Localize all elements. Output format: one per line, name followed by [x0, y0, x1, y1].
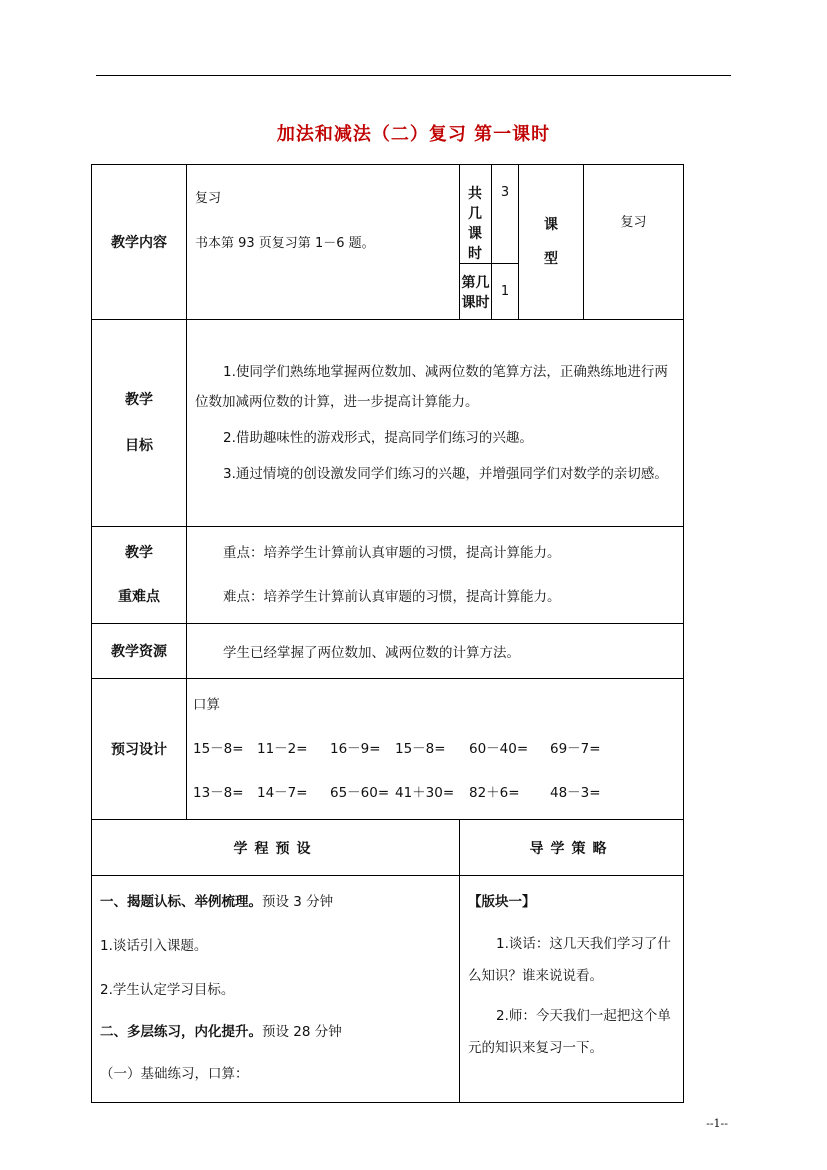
process-item: 1.谈话引入课题。 — [100, 938, 208, 954]
block-title: 【版块一】 — [468, 894, 536, 910]
calc-item: 11－2= — [257, 741, 308, 757]
lesson-plan-table — [91, 164, 684, 1103]
content-cell — [187, 165, 460, 320]
calc-item: 69－7= — [550, 741, 601, 757]
type-label — [519, 165, 584, 320]
total-lessons-label: 共几课时 — [460, 165, 492, 264]
strategy-cell — [460, 876, 684, 1103]
calc-item: 41＋30= — [395, 785, 455, 801]
preview-label: 预习设计 — [92, 679, 187, 820]
type-value: 复习 — [584, 165, 684, 320]
goal-item: 2.借助趣味性的游戏形式，提高同学们练习的兴趣。 — [223, 430, 533, 446]
resource-text: 学生已经掌握了两位数加、减两位数的计算方法。 — [187, 624, 684, 679]
section-1-time: 预设 3 分钟 — [262, 894, 334, 910]
key-points-cell — [187, 527, 684, 624]
page-number: --1-- — [706, 1117, 728, 1130]
key-label-1: 教学 — [125, 545, 153, 561]
strategy-header: 导学策略 — [460, 820, 684, 876]
current-lesson-label: 第几课时 — [460, 264, 492, 320]
content-line2: 书本第 93 页复习第 1－6 题。 — [195, 236, 375, 251]
calc-item: 48－3= — [550, 785, 601, 801]
goal-label-2: 目标 — [125, 438, 153, 454]
goals-cell — [187, 320, 684, 527]
strategy-item: 1.谈话：这几天我们学习了什么知识？谁来说说看。 — [468, 936, 671, 984]
content-label: 教学内容 — [92, 165, 187, 320]
key-points-label — [92, 527, 187, 624]
strategy-item: 2.师：今天我们一起把这个单元的知识来复习一下。 — [468, 1008, 671, 1056]
goal-label-1: 教学 — [125, 392, 153, 408]
process-item: （一）基础练习，口算： — [100, 1066, 249, 1082]
calc-item: 13－8= — [193, 785, 244, 801]
calc-item: 15－8= — [193, 741, 244, 757]
calc-item: 14－7= — [257, 785, 308, 801]
preview-cell — [187, 679, 684, 820]
total-lessons-value: 3 — [492, 165, 519, 264]
calc-item: 16－9= — [330, 741, 381, 757]
content-line1: 复习 — [195, 191, 222, 206]
section-1 — [100, 886, 451, 918]
current-lesson-value: 1 — [492, 264, 519, 320]
calc-row — [193, 727, 683, 771]
calc-item: 82＋6= — [469, 785, 520, 801]
calc-item: 60－40= — [469, 741, 529, 757]
calc-item: 65－60= — [330, 785, 390, 801]
process-item: 2.学生认定学习目标。 — [100, 982, 235, 998]
section-1-title: 一、揭题认标、举例梳理。 — [100, 894, 262, 910]
section-2-title: 二、多层练习，内化提升。 — [100, 1024, 262, 1040]
resource-label: 教学资源 — [92, 624, 187, 679]
type-label-2: 型 — [544, 251, 558, 267]
goal-item: 3.通过情境的创设激发同学们练习的兴趣，并增强同学们对数学的亲切感。 — [223, 466, 668, 482]
header-rule — [96, 75, 731, 76]
goal-item: 1.使同学们熟练地掌握两位数加、减两位数的笔算方法，正确熟练地进行两位数加减两位数的计算，进一步提高计算能力。 — [195, 364, 668, 410]
process-cell — [92, 876, 460, 1103]
type-label-1: 课 — [544, 217, 558, 233]
difficult-point: 难点：培养学生计算前认真审题的习惯，提高计算能力。 — [223, 589, 561, 605]
calc-row — [193, 771, 683, 815]
preview-heading: 口算 — [193, 697, 220, 713]
section-2-time: 预设 28 分钟 — [262, 1024, 342, 1040]
goal-label — [92, 320, 187, 527]
key-label-2: 重难点 — [118, 589, 160, 605]
calc-item: 15－8= — [395, 741, 446, 757]
section-2 — [100, 1016, 451, 1048]
document-title: 加法和减法（二）复习 第一课时 — [276, 124, 551, 145]
process-header: 学程预设 — [92, 820, 460, 876]
key-point: 重点：培养学生计算前认真审题的习惯，提高计算能力。 — [223, 545, 561, 561]
